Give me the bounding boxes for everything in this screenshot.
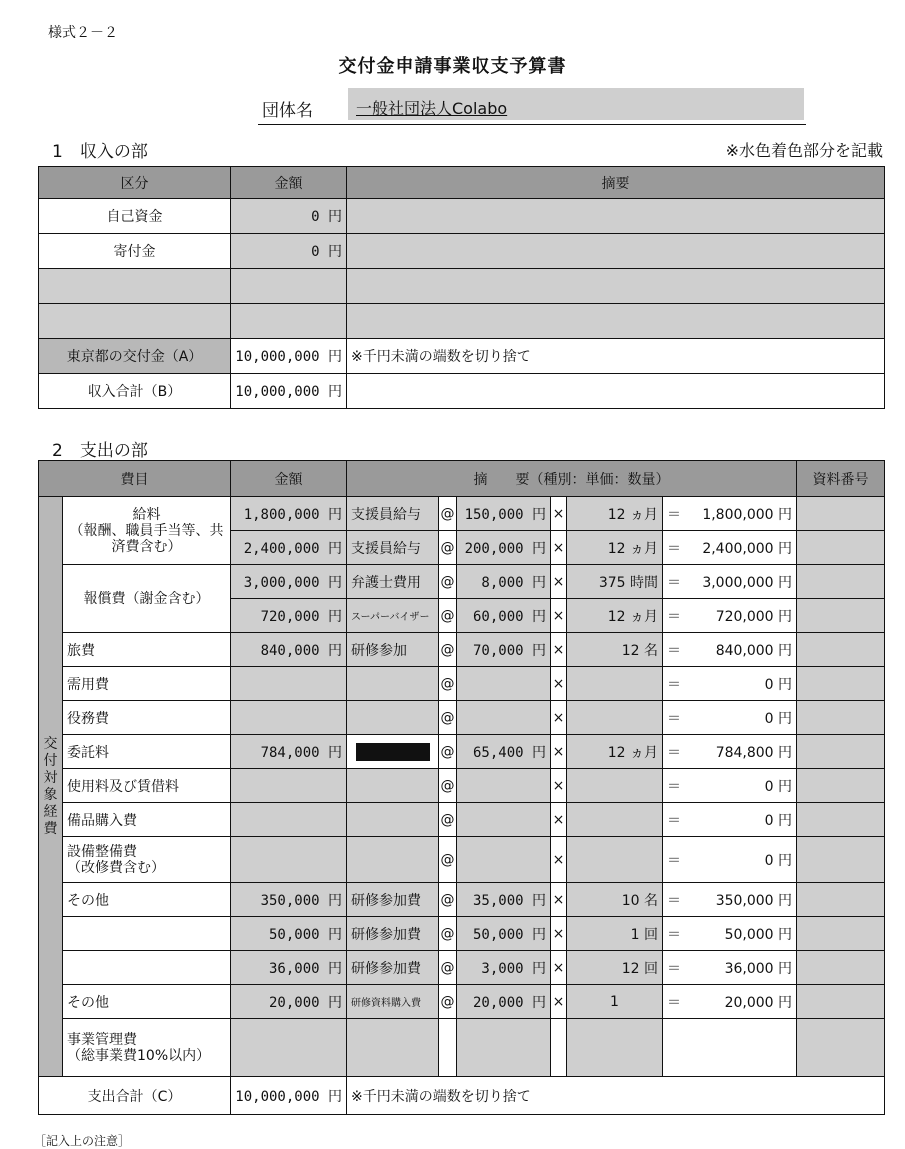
equals-sign: ＝: [667, 642, 681, 659]
expense-ref[interactable]: [797, 497, 885, 531]
expense-item: その他: [63, 985, 231, 1019]
expense-amount[interactable]: 1,800,000 円: [231, 497, 347, 531]
expense-total-value: 50,000 円: [724, 926, 793, 943]
expense-row: [39, 985, 885, 1019]
at-sign: @: [439, 985, 457, 1019]
expense-total-value: 2,400,000 円: [702, 540, 793, 557]
expense-row: [39, 951, 885, 985]
expense-amount[interactable]: 840,000 円: [231, 633, 347, 667]
expense-item: 委託料: [63, 735, 231, 769]
expense-kind[interactable]: [347, 837, 439, 883]
expense-total: [663, 599, 797, 633]
income-row: [39, 234, 885, 269]
times-sign: ×: [551, 769, 567, 803]
income-summary[interactable]: [347, 234, 885, 269]
equals-sign: ＝: [667, 574, 681, 591]
grant-label: 東京都の交付金（A）: [39, 339, 231, 374]
expense-qty[interactable]: 12 ヵ月: [567, 735, 663, 769]
equals-sign: ＝: [667, 506, 681, 523]
expense-total-value: 1,800,000 円: [702, 506, 793, 523]
expense-ref[interactable]: [797, 917, 885, 951]
income-total-amount: 10,000,000 円: [231, 374, 347, 409]
income-total-summary: [347, 374, 885, 409]
expense-total-value: 784,800 円: [715, 744, 793, 761]
times-cell-empty: [551, 1019, 567, 1077]
expense-price[interactable]: 8,000 円: [457, 565, 551, 599]
at-sign: @: [439, 633, 457, 667]
expense-price[interactable]: 3,000 円: [457, 951, 551, 985]
expense-ref[interactable]: [797, 951, 885, 985]
expense-price[interactable]: 200,000 円: [457, 531, 551, 565]
expense-table: [38, 460, 885, 1115]
expense-row: [39, 883, 885, 917]
expense-total: [663, 633, 797, 667]
equals-sign: ＝: [667, 812, 681, 829]
expense-amount[interactable]: 2,400,000 円: [231, 531, 347, 565]
expense-row: [39, 497, 885, 531]
income-amount[interactable]: 0 円: [231, 234, 347, 269]
expense-kind[interactable]: 研修資料購入費: [347, 985, 439, 1019]
expense-ref[interactable]: [797, 565, 885, 599]
expense-total: [663, 531, 797, 565]
at-sign: @: [439, 667, 457, 701]
expense-item: 事業管理費 （総事業費10%以内）: [63, 1019, 231, 1077]
expense-kind[interactable]: [347, 701, 439, 735]
expense-item: 給料 （報酬、職員手当等、共済費含む）: [63, 497, 231, 565]
expense-item: 使用料及び賃借料: [63, 769, 231, 803]
expense-item: 需用費: [63, 667, 231, 701]
expense-amount[interactable]: 50,000 円: [231, 917, 347, 951]
at-sign: @: [439, 565, 457, 599]
expense-kind[interactable]: [347, 803, 439, 837]
expense-ref[interactable]: [797, 1019, 885, 1077]
expense-ref[interactable]: [797, 985, 885, 1019]
times-sign: ×: [551, 883, 567, 917]
expense-kind[interactable]: 研修参加費: [347, 883, 439, 917]
expense-kind[interactable]: [347, 1019, 439, 1077]
expense-row: [39, 837, 885, 883]
times-sign: ×: [551, 667, 567, 701]
expense-kind[interactable]: [347, 769, 439, 803]
expense-item: [63, 917, 231, 951]
expense-price[interactable]: [457, 1019, 551, 1077]
expense-ref[interactable]: [797, 769, 885, 803]
grant-note: ※千円未満の端数を切り捨て: [347, 339, 885, 374]
page-title: 交付金申請事業収支予算書: [338, 56, 567, 77]
income-category: 寄付金: [39, 234, 231, 269]
at-sign: @: [439, 735, 457, 769]
expense-price[interactable]: 50,000 円: [457, 917, 551, 951]
expense-amount[interactable]: [231, 701, 347, 735]
times-sign: ×: [551, 599, 567, 633]
expense-price[interactable]: 60,000 円: [457, 599, 551, 633]
times-sign: ×: [551, 633, 567, 667]
expense-price[interactable]: [457, 769, 551, 803]
equals-sign: ＝: [667, 852, 681, 869]
times-sign: ×: [551, 735, 567, 769]
income-section-title: 1 収入の部: [52, 142, 148, 162]
income-grant-row: [39, 339, 885, 374]
income-table: [38, 166, 885, 409]
expense-row: [39, 633, 885, 667]
income-amount[interactable]: 0 円: [231, 199, 347, 234]
expense-kind[interactable]: 研修参加費: [347, 951, 439, 985]
expense-total-amount: 10,000,000 円: [231, 1077, 347, 1115]
expense-header-item: 費目: [39, 461, 231, 497]
expense-price[interactable]: [457, 667, 551, 701]
vertical-label: [39, 497, 63, 1077]
expense-amount[interactable]: 720,000 円: [231, 599, 347, 633]
equals-sign: ＝: [667, 926, 681, 943]
expense-row: [39, 735, 885, 769]
equals-sign: ＝: [667, 994, 681, 1011]
expense-total: [663, 565, 797, 599]
expense-kind[interactable]: 研修参加費: [347, 917, 439, 951]
org-label: 団体名: [262, 101, 313, 121]
expense-amount[interactable]: 36,000 円: [231, 951, 347, 985]
income-header-category: 区分: [39, 167, 231, 199]
income-category[interactable]: [39, 269, 231, 304]
expense-total: [663, 769, 797, 803]
vertical-label-text: 交付対象経費: [43, 735, 58, 837]
expense-kind[interactable]: 支援員給与: [347, 497, 439, 531]
expense-total-value: 3,000,000 円: [702, 574, 793, 591]
times-sign: ×: [551, 565, 567, 599]
expense-item: [63, 951, 231, 985]
at-sign: @: [439, 531, 457, 565]
times-sign: ×: [551, 803, 567, 837]
form-number: 様式２－２: [48, 25, 118, 41]
at-sign: @: [439, 917, 457, 951]
expense-total-value: 0 円: [764, 676, 793, 693]
at-sign: @: [439, 951, 457, 985]
expense-ref[interactable]: [797, 735, 885, 769]
at-sign: @: [439, 701, 457, 735]
expense-kind[interactable]: スーパーバイザー: [347, 599, 439, 633]
grant-amount: 10,000,000 円: [231, 339, 347, 374]
expense-price[interactable]: [457, 803, 551, 837]
expense-qty[interactable]: 1: [567, 985, 663, 1019]
expense-ref[interactable]: [797, 531, 885, 565]
expense-price[interactable]: 20,000 円: [457, 985, 551, 1019]
income-amount[interactable]: [231, 304, 347, 339]
expense-total: [663, 951, 797, 985]
expense-qty[interactable]: [567, 803, 663, 837]
expense-total-note: ※千円未満の端数を切り捨て: [347, 1077, 885, 1115]
expense-header-summary: 摘 要（種別：単価：数量）: [347, 461, 797, 497]
equals-sign: ＝: [667, 744, 681, 761]
expense-ref[interactable]: [797, 633, 885, 667]
fill-note: ※水色着色部分を記載: [725, 141, 883, 160]
expense-item: 旅費: [63, 633, 231, 667]
org-name-field[interactable]: [348, 88, 804, 120]
expense-kind[interactable]: [347, 667, 439, 701]
expense-price[interactable]: 70,000 円: [457, 633, 551, 667]
expense-total-value: 0 円: [764, 852, 793, 869]
expense-amount[interactable]: [231, 1019, 347, 1077]
expense-qty[interactable]: 375 時間: [567, 565, 663, 599]
at-sign: @: [439, 803, 457, 837]
expense-total-value: 720,000 円: [715, 608, 793, 625]
at-sign: @: [439, 837, 457, 883]
expense-section-title: 2 支出の部: [52, 441, 148, 461]
times-sign: ×: [551, 837, 567, 883]
expense-total: [663, 837, 797, 883]
equals-sign: ＝: [667, 710, 681, 727]
expense-total-value: 350,000 円: [715, 892, 793, 909]
expense-qty[interactable]: [567, 701, 663, 735]
expense-price[interactable]: [457, 837, 551, 883]
redaction-block: [356, 743, 430, 761]
expense-item: 備品購入費: [63, 803, 231, 837]
expense-total: [663, 985, 797, 1019]
income-category[interactable]: [39, 304, 231, 339]
expense-total: [663, 735, 797, 769]
income-header-row: [39, 167, 885, 199]
expense-amount[interactable]: 784,000 円: [231, 735, 347, 769]
expense-total-value: 0 円: [764, 710, 793, 727]
expense-item: その他: [63, 883, 231, 917]
equals-sign: ＝: [667, 676, 681, 693]
expense-ref[interactable]: [797, 837, 885, 883]
expense-qty[interactable]: [567, 837, 663, 883]
expense-kind[interactable]: 研修参加: [347, 633, 439, 667]
expense-row: [39, 565, 885, 599]
expense-ref[interactable]: [797, 599, 885, 633]
income-row: [39, 269, 885, 304]
income-header-amount: 金額: [231, 167, 347, 199]
income-summary[interactable]: [347, 199, 885, 234]
expense-total: [663, 701, 797, 735]
expense-amount[interactable]: 20,000 円: [231, 985, 347, 1019]
expense-kind[interactable]: 弁護士費用: [347, 565, 439, 599]
expense-total-value: 36,000 円: [724, 960, 793, 977]
expense-kind[interactable]: 支援員給与: [347, 531, 439, 565]
expense-header-amount: 金額: [231, 461, 347, 497]
expense-header-row: [39, 461, 885, 497]
expense-amount[interactable]: [231, 667, 347, 701]
income-total-row: [39, 374, 885, 409]
expense-ref[interactable]: [797, 883, 885, 917]
expense-amount[interactable]: 350,000 円: [231, 883, 347, 917]
expense-amount[interactable]: [231, 837, 347, 883]
org-underline: [258, 124, 806, 125]
expense-amount[interactable]: [231, 769, 347, 803]
expense-row: [39, 667, 885, 701]
footnote: ［記入上の注意］: [34, 1134, 131, 1148]
at-sign: @: [439, 599, 457, 633]
expense-total-value: 0 円: [764, 812, 793, 829]
equals-sign: ＝: [667, 540, 681, 557]
times-sign: ×: [551, 985, 567, 1019]
expense-qty[interactable]: [567, 1019, 663, 1077]
times-sign: ×: [551, 497, 567, 531]
income-row: [39, 304, 885, 339]
expense-qty[interactable]: [567, 769, 663, 803]
expense-qty[interactable]: 10 名: [567, 883, 663, 917]
expense-row: [39, 803, 885, 837]
at-sign: @: [439, 497, 457, 531]
income-amount[interactable]: [231, 269, 347, 304]
expense-row: [39, 1019, 885, 1077]
expense-qty[interactable]: [567, 667, 663, 701]
expense-ref[interactable]: [797, 701, 885, 735]
expense-price[interactable]: [457, 701, 551, 735]
expense-price[interactable]: 150,000 円: [457, 497, 551, 531]
equals-sign: ＝: [667, 892, 681, 909]
times-sign: ×: [551, 531, 567, 565]
income-summary[interactable]: [347, 304, 885, 339]
income-total-label: 収入合計（B）: [39, 374, 231, 409]
times-sign: ×: [551, 917, 567, 951]
times-sign: ×: [551, 951, 567, 985]
expense-row: [39, 701, 885, 735]
at-sign: @: [439, 883, 457, 917]
expense-qty[interactable]: 12 ヵ月: [567, 497, 663, 531]
equals-sign: ＝: [667, 778, 681, 795]
expense-row: [39, 917, 885, 951]
expense-total: [663, 803, 797, 837]
expense-total-value: 0 円: [764, 778, 793, 795]
at-sign: @: [439, 769, 457, 803]
expense-item: 報償費（謝金含む）: [63, 565, 231, 633]
equals-sign: ＝: [667, 608, 681, 625]
expense-qty[interactable]: 12 回: [567, 951, 663, 985]
expense-qty[interactable]: 1 回: [567, 917, 663, 951]
expense-amount[interactable]: [231, 803, 347, 837]
org-name-value: 一般社団法人Colabo: [356, 99, 508, 118]
expense-total-value: 20,000 円: [724, 994, 793, 1011]
expense-total: [663, 667, 797, 701]
at-cell-empty: [439, 1019, 457, 1077]
expense-row: [39, 769, 885, 803]
expense-total-label: 支出合計（C）: [39, 1077, 231, 1115]
expense-ref[interactable]: [797, 667, 885, 701]
expense-total: [663, 497, 797, 531]
expense-qty[interactable]: 12 名: [567, 633, 663, 667]
expense-total-row: [39, 1077, 885, 1115]
income-summary[interactable]: [347, 269, 885, 304]
income-row: [39, 199, 885, 234]
expense-amount[interactable]: 3,000,000 円: [231, 565, 347, 599]
expense-total: [663, 883, 797, 917]
expense-price[interactable]: 65,400 円: [457, 735, 551, 769]
income-header-summary: 摘要: [347, 167, 885, 199]
income-category: 自己資金: [39, 199, 231, 234]
expense-ref[interactable]: [797, 803, 885, 837]
times-sign: ×: [551, 701, 567, 735]
expense-qty[interactable]: 12 ヵ月: [567, 599, 663, 633]
expense-item: 役務費: [63, 701, 231, 735]
expense-header-ref: 資料番号: [797, 461, 885, 497]
expense-price[interactable]: 35,000 円: [457, 883, 551, 917]
equals-sign: ＝: [667, 960, 681, 977]
expense-total: [663, 917, 797, 951]
expense-qty[interactable]: 12 ヵ月: [567, 531, 663, 565]
expense-total-value: [663, 1019, 797, 1077]
expense-total-value: 840,000 円: [715, 642, 793, 659]
expense-item: 設備整備費 （改修費含む）: [63, 837, 231, 883]
expense-kind-redacted: [347, 735, 439, 769]
